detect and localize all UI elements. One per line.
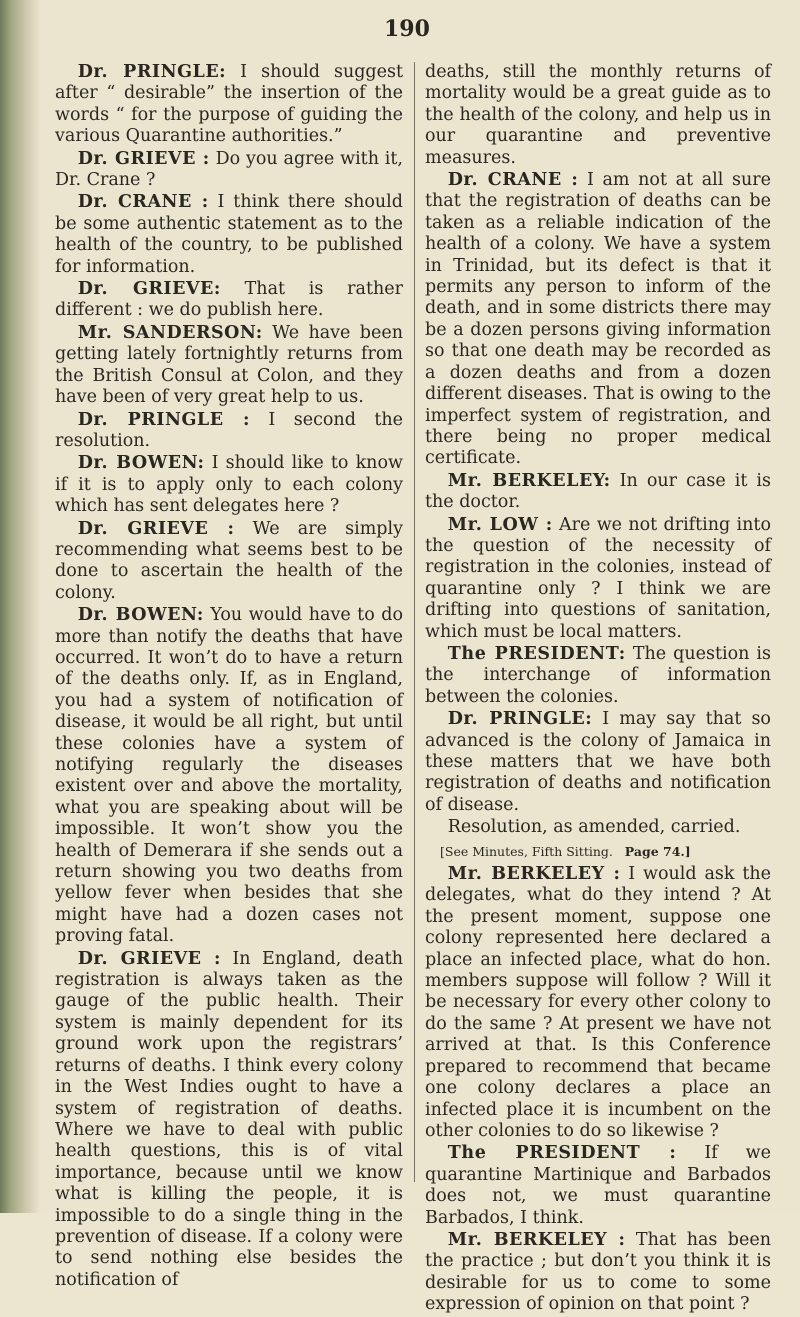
paragraph: [425, 864, 771, 1142]
speaker-name: Dr. PRINGLE :: [77, 409, 250, 430]
left-column: [55, 62, 403, 1292]
paragraph: [55, 323, 403, 409]
speaker-name: Dr. PRINGLE:: [77, 62, 227, 82]
speech-text: I would ask the delegates, what do they intend ? At the present moment, suppose one colony represented here declared a place an infected place, what do hon. members suppose will follow ? Will it be necessary for every other colony to do the same ? At present we have not arrived at that. Is this Conference prepared to recommend that became one colony declares a place an infected place it is incumbent on the other colonies to do so likewise ?: [425, 864, 771, 1141]
speech-text: I think there should be some authentic statement as to the health of the country, to be published for information.: [55, 192, 403, 277]
speaker-name: Dr. GRIEVE:: [77, 279, 221, 300]
paragraph-continued: [425, 62, 771, 169]
speaker-name: Mr. SANDERSON:: [77, 322, 263, 343]
speech-text: I second the resolution.: [55, 409, 403, 451]
speaker-name: The PRESIDENT :: [447, 1143, 677, 1164]
paragraph: [55, 62, 403, 148]
column-divider: [414, 62, 415, 1182]
paragraph: [55, 605, 403, 948]
paragraph: [55, 453, 403, 517]
resolution-line: [425, 817, 771, 838]
speaker-name: Mr. LOW :: [447, 514, 553, 535]
speech-text: Resolution, as amended, carried.: [447, 817, 741, 838]
paragraph: [425, 644, 771, 708]
paragraph: [55, 949, 403, 1292]
speech-text: In England, death registration is always taken as the gauge of the public health. Their system is mainly dependent for its ground work upon the registrars’ returns of deaths. I think every colony in the West Indies ought to have a system of registration of deaths. Where we have to deal with public health questions, this is of vital importance, because until we know what is killing the people, it is impossible to do a single thing in the prevention of disease. If a colony were to send nothing else besides the notification of: [55, 948, 403, 1290]
speech-text: Do you agree with it, Dr. Crane ?: [55, 148, 403, 191]
speaker-name: Mr. BERKELEY :: [447, 864, 621, 885]
speech-text: I am not at all sure that the registration of deaths can be taken as a reliable indication of the health of a colony. We have a system in Trinidad, but its defect is that it permits any person to inform of the death, and in some districts there may be a dozen persons giving information so that one death may be recorded as a dozen deaths and from a dozen different diseases. That is owing to the imperfect system of registration, and there being no proper medical certificate.: [425, 170, 771, 469]
right-column: [425, 62, 771, 1317]
note-text: [See Minutes, Fifth Sitting.: [440, 843, 613, 859]
page-binding-edge: [0, 0, 40, 1213]
paragraph: [425, 170, 771, 470]
paragraph: [425, 471, 771, 514]
speaker-name: The PRESIDENT:: [447, 643, 626, 664]
page-number: 190: [384, 16, 430, 42]
speech-text: That has been the practice ; but don’t you think it is desirable for us to come to some expression of opinion on that point ?: [425, 1229, 771, 1315]
speaker-name: Dr. PRINGLE:: [447, 709, 593, 730]
paragraph: [425, 709, 771, 816]
speaker-name: Dr. CRANE :: [77, 192, 209, 213]
note-page: Page 74.]: [624, 843, 691, 859]
paragraph: [425, 1143, 771, 1229]
speech-text: Are we not drifting into the question of the necessity of registration in the colonies, instead of quarantine only ? I think we are drifting into questions of sanitation, which must be local matters.: [425, 514, 771, 642]
minutes-reference-note: [440, 841, 771, 862]
speaker-name: Dr. GRIEVE :: [77, 948, 221, 969]
paragraph: [55, 192, 403, 278]
speech-text: I should suggest after “ desirable” the insertion of the words “ for the purpose of guiding the various Quarantine authorities.”: [55, 62, 403, 147]
speech-text: We are simply recommending what seems best to be done to ascertain the health of the colony.: [55, 518, 403, 603]
speaker-name: Dr. CRANE :: [447, 170, 579, 191]
speaker-name: Dr. GRIEVE :: [77, 148, 210, 169]
speaker-name: Dr. BOWEN:: [77, 605, 204, 626]
speaker-name: Dr. GRIEVE :: [77, 518, 235, 539]
speech-text: deaths, still the monthly returns of mortality would be a great guide as to the health of the colony, and help us in our quarantine and preventive measures.: [425, 62, 771, 168]
speech-text: I may say that so advanced is the colony of Jamaica in these matters that we have both registration of deaths and notification of disease.: [425, 709, 771, 815]
speech-text: The question is the interchange of information between the colonies.: [425, 643, 771, 707]
paragraph: [425, 515, 771, 643]
paragraph: [425, 1230, 771, 1316]
paragraph: [55, 279, 403, 322]
speaker-name: Mr. BERKELEY :: [447, 1229, 626, 1250]
speech-text: That is rather different : we do publish here.: [55, 279, 403, 321]
speech-text: If we quarantine Martinique and Barbados does not, we must quarantine Barbados, I think.: [425, 1143, 771, 1228]
paragraph: [55, 149, 403, 192]
paragraph: [55, 519, 403, 605]
speech-text: I should like to know if it is to apply only to each colony which has sent delegates here ?: [55, 453, 403, 517]
speech-text: We have been getting lately fortnightly returns from the British Consul at Colon, and they have been of very great help to us.: [55, 322, 403, 408]
speaker-name: Dr. BOWEN:: [77, 453, 205, 474]
speech-text: In our case it is the doctor.: [425, 470, 771, 513]
speech-text: You would have to do more than notify the deaths that have occurred. It won’t do to have a return of the deaths only. If, as in England, you had a system of notification of disease, it would be all right, but until these colonies have a system of notifying regularly the diseases existent over and above the mortality, what you are speaking about will be impossible. It won’t show you the health of Demerara if she sends out a return showing you two deaths from yellow fever when besides that she might have had a dozen cases not proving fatal.: [55, 605, 403, 947]
speaker-name: Mr. BERKELEY:: [447, 470, 611, 491]
paragraph: [55, 410, 403, 453]
